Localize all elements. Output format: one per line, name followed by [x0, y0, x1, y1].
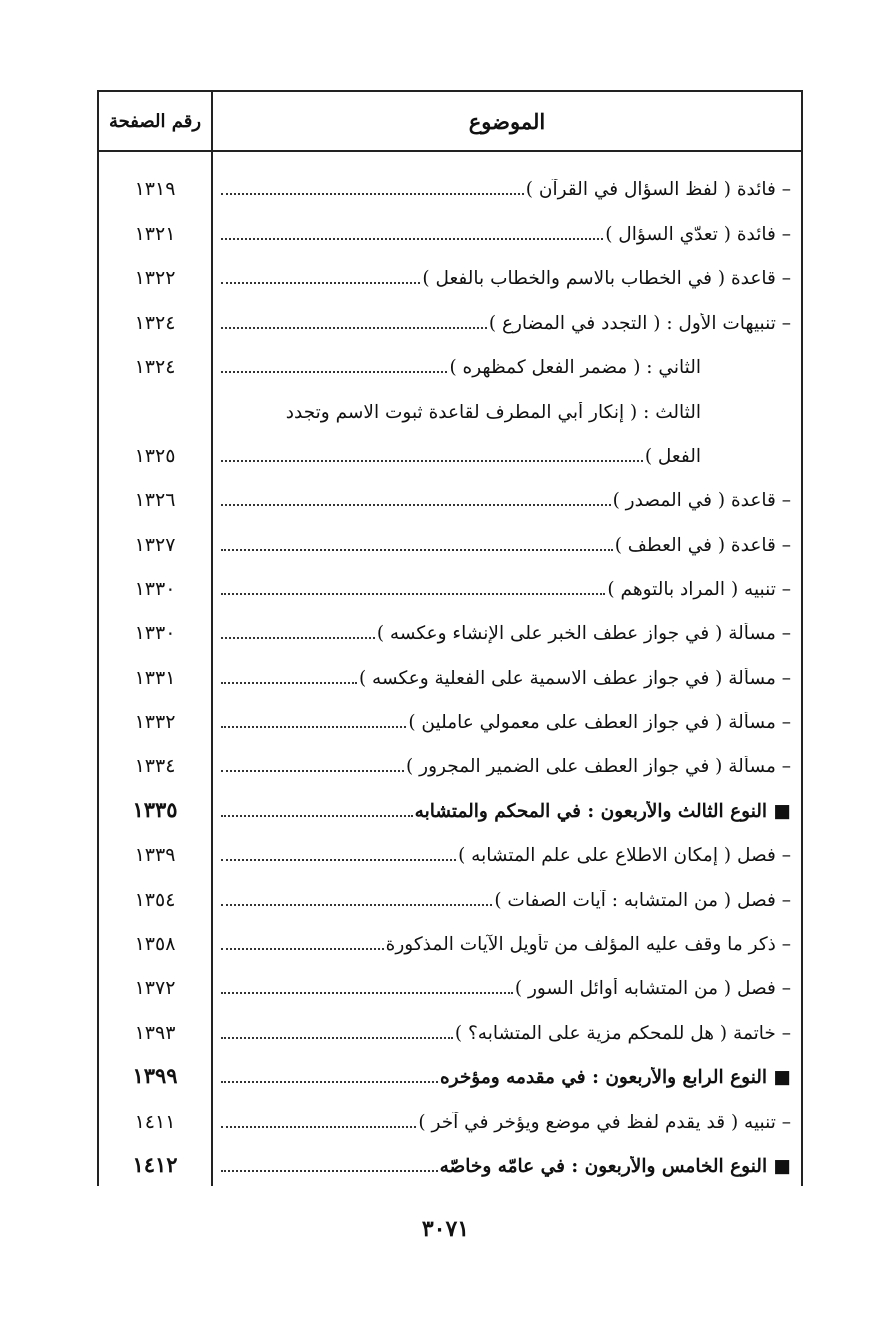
toc-entry-text: الثاني : ( مضمر الفعل كمظهره ) [449, 356, 701, 378]
toc-entry [221, 668, 791, 689]
toc-entry-text: – فائدة ( تعدّي السؤال ) [605, 223, 791, 245]
toc-row [99, 295, 801, 339]
toc-row [99, 917, 801, 961]
toc-entry-text: – تنبيهات الأول : ( التجدد في المضارع ) [488, 312, 791, 334]
leader-dots [221, 1169, 438, 1172]
toc-row [99, 162, 801, 206]
toc-entry [221, 623, 791, 644]
toc-entry-text: – قاعدة ( في الخطاب بالاسم والخطاب بالفعل ) [422, 268, 791, 290]
toc-entry-text: ■ النوع الرابع والأربعون : في مقدمه ومؤخره [439, 1067, 791, 1089]
toc-page-number: ١٣٣٥ [132, 796, 178, 822]
toc-page-number: ١٣٥٨ [134, 933, 176, 956]
leader-dots [221, 192, 524, 195]
toc-page-number: ١٣٣١ [134, 666, 176, 689]
toc-entry-text: الفعل ) [644, 445, 701, 467]
toc-row [99, 1094, 801, 1138]
toc-page-number: ١٣٢٤ [134, 311, 176, 334]
toc-page-number: ١٣٩٣ [134, 1021, 176, 1044]
toc-row-chapter [99, 1050, 801, 1094]
toc-entry [221, 978, 791, 999]
toc-entry [221, 535, 791, 556]
toc-entry [221, 801, 791, 822]
leader-dots [221, 858, 456, 861]
leader-dots [221, 725, 406, 728]
toc-page-number: ١٤١١ [134, 1110, 176, 1133]
toc-entry [221, 446, 701, 467]
toc-page-number: ١٣٢٥ [134, 444, 176, 467]
toc-row [99, 606, 801, 650]
toc-page-number: ١٣٧٢ [134, 977, 176, 1000]
toc-entry-text: – مسألة ( في جواز العطف على الضمير المجرور ) [406, 756, 791, 778]
toc-page-number: ١٣٢٦ [134, 489, 176, 512]
toc-entry [221, 490, 791, 511]
toc-table [97, 90, 803, 1186]
leader-dots [221, 592, 605, 595]
toc-entry [221, 357, 701, 378]
toc-page-number: ١٣٩٩ [132, 1063, 178, 1089]
toc-entry [221, 1023, 791, 1044]
leader-dots [221, 1125, 416, 1128]
toc-entry [221, 756, 791, 777]
toc-entry-text: – فصل ( إمكان الاطلاع على علم المتشابه ) [458, 845, 791, 867]
toc-entry-text: – فائدة ( لفظ السؤال في القرآن ) [525, 179, 791, 201]
toc-row [99, 1005, 801, 1049]
toc-row-chapter [99, 1139, 801, 1183]
toc-row-chapter [99, 783, 801, 827]
toc-entry-text: – مسألة ( في جواز عطف الخبر على الإنشاء وعكسه ) [376, 623, 791, 645]
toc-row [99, 695, 801, 739]
toc-entry-text: الثالث : ( إنكار أبي المطرف لقاعدة ثبوت الاسم وتجدد [285, 401, 701, 423]
toc-entry [221, 712, 791, 733]
toc-page-number: ١٣٣٤ [134, 755, 176, 778]
toc-entry-text: – تنبيه ( قد يقدم لفظ في موضع ويؤخر في آخر ) [418, 1111, 791, 1133]
toc-entry-text: – فصل ( من المتشابه : آيات الصفات ) [494, 889, 791, 911]
leader-dots [221, 281, 420, 284]
toc-entry-text: ■ النوع الثالث والأربعون : في المحكم والمتشابه [414, 800, 791, 822]
leader-dots [221, 681, 357, 684]
leader-dots [221, 370, 447, 373]
toc-page-number: ١٣٢٢ [134, 267, 176, 290]
toc-page-number: ١٣٢٤ [134, 355, 176, 378]
toc-entry [221, 268, 791, 289]
toc-entry-text: – مسألة ( في جواز عطف الاسمية على الفعلية وعكسه ) [358, 667, 791, 689]
leader-dots [221, 636, 375, 639]
toc-page-number: ١٣٣٢ [134, 711, 176, 734]
toc-page-number: ١٣٣٠ [134, 622, 176, 645]
toc-page-number: ١٣٣٠ [134, 577, 176, 600]
toc-page-number: ١٣٢٧ [134, 533, 176, 556]
toc-entry [221, 1112, 791, 1133]
toc-page-number: ١٣٣٩ [134, 844, 176, 867]
toc-row [99, 473, 801, 517]
toc-entry [221, 845, 791, 866]
leader-dots [221, 814, 413, 817]
header-topic: الموضوع [468, 108, 546, 134]
leader-dots [221, 326, 487, 329]
leader-dots [221, 548, 613, 551]
toc-page-number: ١٣١٩ [134, 178, 176, 201]
toc-row [99, 562, 801, 606]
toc-entry [221, 579, 791, 600]
toc-row [99, 251, 801, 295]
toc-page-number: ١٣٢١ [134, 222, 176, 245]
toc-row [99, 206, 801, 250]
toc-entry-text: – فصل ( من المتشابه أوائل السور ) [514, 978, 791, 1000]
toc-entry-text: – خاتمة ( هل للمحكم مزية على المتشابه؟ ) [454, 1022, 791, 1044]
toc-entry [221, 890, 791, 911]
toc-entry-line1 [221, 402, 701, 423]
leader-dots [221, 1036, 453, 1039]
toc-entry [221, 1067, 791, 1088]
toc-row [99, 739, 801, 783]
toc-page-number: ١٣٥٤ [134, 888, 176, 911]
toc-row [99, 828, 801, 872]
toc-rows [99, 162, 801, 1183]
leader-dots [221, 1080, 438, 1083]
leader-dots [221, 237, 603, 240]
leader-dots [221, 947, 384, 950]
toc-entry-text: – تنبيه ( المراد بالتوهم ) [607, 578, 791, 600]
leader-dots [221, 903, 492, 906]
toc-row [99, 872, 801, 916]
leader-dots [221, 503, 611, 506]
toc-entry [221, 179, 791, 200]
header-page-number: رقم الصفحة [109, 110, 202, 132]
toc-entry-text: – مسألة ( في جواز العطف على معمولي عاملين ) [408, 712, 791, 734]
toc-entry-text: ■ النوع الخامس والأربعون : في عامّه وخاصّه [439, 1156, 791, 1177]
footer-page-number: ٣٠٧١ [421, 1216, 470, 1242]
toc-row [99, 961, 801, 1005]
toc-row [99, 650, 801, 694]
toc-row [99, 517, 801, 561]
toc-entry-text: – ذكر ما وقف عليه المؤلف من تأويل الآيات المذكورة [385, 934, 791, 956]
leader-dots [221, 459, 643, 462]
toc-row [99, 340, 801, 384]
toc-entry-text: – قاعدة ( في العطف ) [614, 534, 791, 556]
toc-row [99, 384, 801, 473]
toc-page-number: ١٤١٢ [132, 1152, 178, 1177]
toc-entry [221, 224, 791, 245]
toc-entry [221, 1156, 791, 1177]
toc-entry [221, 313, 791, 334]
toc-entry [221, 934, 791, 955]
leader-dots [221, 769, 404, 772]
toc-entry-text: – قاعدة ( في المصدر ) [612, 490, 791, 512]
table-header [99, 92, 801, 152]
leader-dots [221, 991, 513, 994]
